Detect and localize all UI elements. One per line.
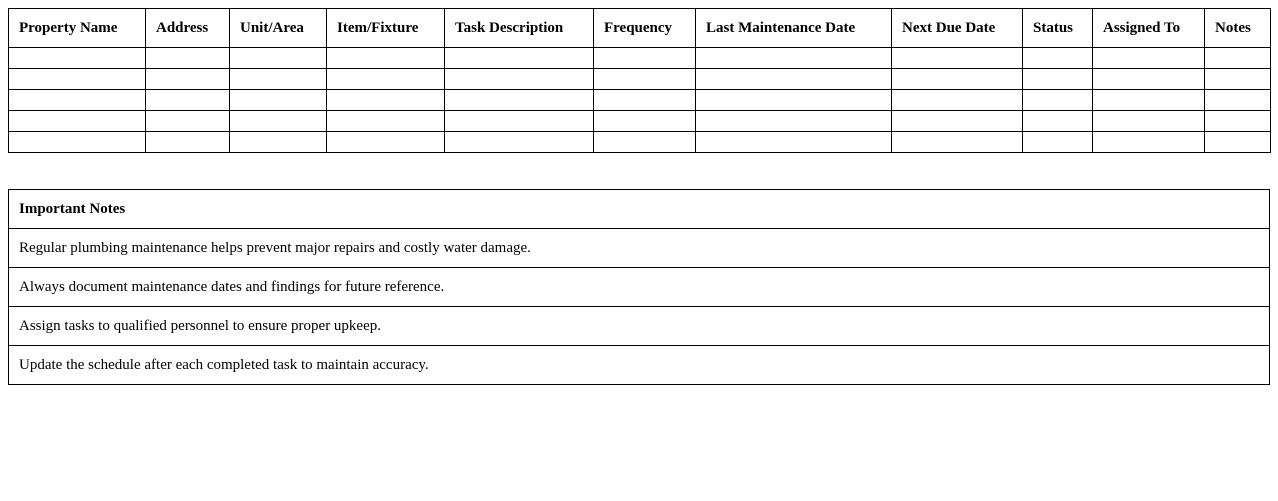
table-cell[interactable] — [9, 48, 146, 69]
table-cell[interactable] — [327, 111, 445, 132]
table-cell[interactable] — [146, 69, 230, 90]
table-cell[interactable] — [327, 132, 445, 153]
notes-heading-row — [9, 190, 1270, 229]
table-cell[interactable] — [1205, 69, 1271, 90]
table-cell[interactable] — [1205, 132, 1271, 153]
table-cell[interactable] — [892, 90, 1023, 111]
table-cell[interactable] — [9, 132, 146, 153]
table-row — [9, 132, 1271, 153]
table-cell[interactable] — [892, 48, 1023, 69]
table-cell[interactable] — [327, 90, 445, 111]
table-cell[interactable] — [1205, 48, 1271, 69]
table-cell[interactable] — [1023, 69, 1093, 90]
table-cell[interactable] — [146, 111, 230, 132]
note-text: Regular plumbing maintenance helps prevent major repairs and costly water damage. — [9, 229, 1270, 268]
table-row — [9, 111, 1271, 132]
table-cell[interactable] — [445, 69, 594, 90]
table-cell[interactable] — [1093, 132, 1205, 153]
table-cell[interactable] — [696, 48, 892, 69]
table-cell[interactable] — [1023, 48, 1093, 69]
table-cell[interactable] — [594, 90, 696, 111]
table-cell[interactable] — [230, 69, 327, 90]
table-cell[interactable] — [1023, 90, 1093, 111]
table-cell[interactable] — [445, 48, 594, 69]
table-cell[interactable] — [1023, 111, 1093, 132]
table-cell[interactable] — [230, 90, 327, 111]
maintenance-schedule-table — [8, 8, 1271, 153]
table-row — [9, 69, 1271, 90]
column-header-notes: Notes — [1205, 9, 1271, 48]
table-cell[interactable] — [327, 48, 445, 69]
table-cell[interactable] — [146, 48, 230, 69]
column-header-unit-area: Unit/Area — [230, 9, 327, 48]
column-header-task-description: Task Description — [445, 9, 594, 48]
table-cell[interactable] — [230, 48, 327, 69]
table-cell[interactable] — [146, 90, 230, 111]
note-text: Always document maintenance dates and findings for future reference. — [9, 268, 1270, 307]
table-cell[interactable] — [892, 69, 1023, 90]
table-cell[interactable] — [594, 132, 696, 153]
column-header-property-name: Property Name — [9, 9, 146, 48]
table-cell[interactable] — [1093, 111, 1205, 132]
table-cell[interactable] — [1205, 111, 1271, 132]
table-cell[interactable] — [594, 111, 696, 132]
table-cell[interactable] — [594, 48, 696, 69]
note-text: Update the schedule after each completed task to maintain accuracy. — [9, 346, 1270, 385]
table-cell[interactable] — [1023, 132, 1093, 153]
table-cell[interactable] — [445, 90, 594, 111]
table-cell[interactable] — [9, 90, 146, 111]
table-cell[interactable] — [1093, 90, 1205, 111]
notes-heading: Important Notes — [9, 190, 1270, 229]
table-row — [9, 48, 1271, 69]
table-cell[interactable] — [1093, 48, 1205, 69]
table-cell[interactable] — [445, 111, 594, 132]
note-row — [9, 346, 1270, 385]
note-row — [9, 307, 1270, 346]
column-header-item-fixture: Item/Fixture — [327, 9, 445, 48]
table-cell[interactable] — [327, 69, 445, 90]
column-header-address: Address — [146, 9, 230, 48]
table-cell[interactable] — [696, 69, 892, 90]
table-cell[interactable] — [696, 90, 892, 111]
table-cell[interactable] — [9, 69, 146, 90]
table-cell[interactable] — [1205, 90, 1271, 111]
table-cell[interactable] — [230, 132, 327, 153]
table-cell[interactable] — [230, 111, 327, 132]
column-header-frequency: Frequency — [594, 9, 696, 48]
column-header-status: Status — [1023, 9, 1093, 48]
schedule-body — [9, 48, 1271, 153]
note-row — [9, 268, 1270, 307]
table-row — [9, 90, 1271, 111]
column-header-last-maintenance-date: Last Maintenance Date — [696, 9, 892, 48]
table-cell[interactable] — [696, 111, 892, 132]
column-header-assigned-to: Assigned To — [1093, 9, 1205, 48]
note-row — [9, 229, 1270, 268]
important-notes-table — [8, 189, 1270, 385]
table-cell[interactable] — [445, 132, 594, 153]
table-cell[interactable] — [146, 132, 230, 153]
table-cell[interactable] — [594, 69, 696, 90]
table-cell[interactable] — [1093, 69, 1205, 90]
table-cell[interactable] — [9, 111, 146, 132]
table-cell[interactable] — [892, 111, 1023, 132]
note-text: Assign tasks to qualified personnel to ensure proper upkeep. — [9, 307, 1270, 346]
table-cell[interactable] — [892, 132, 1023, 153]
column-header-next-due-date: Next Due Date — [892, 9, 1023, 48]
header-row — [9, 9, 1271, 48]
table-cell[interactable] — [696, 132, 892, 153]
